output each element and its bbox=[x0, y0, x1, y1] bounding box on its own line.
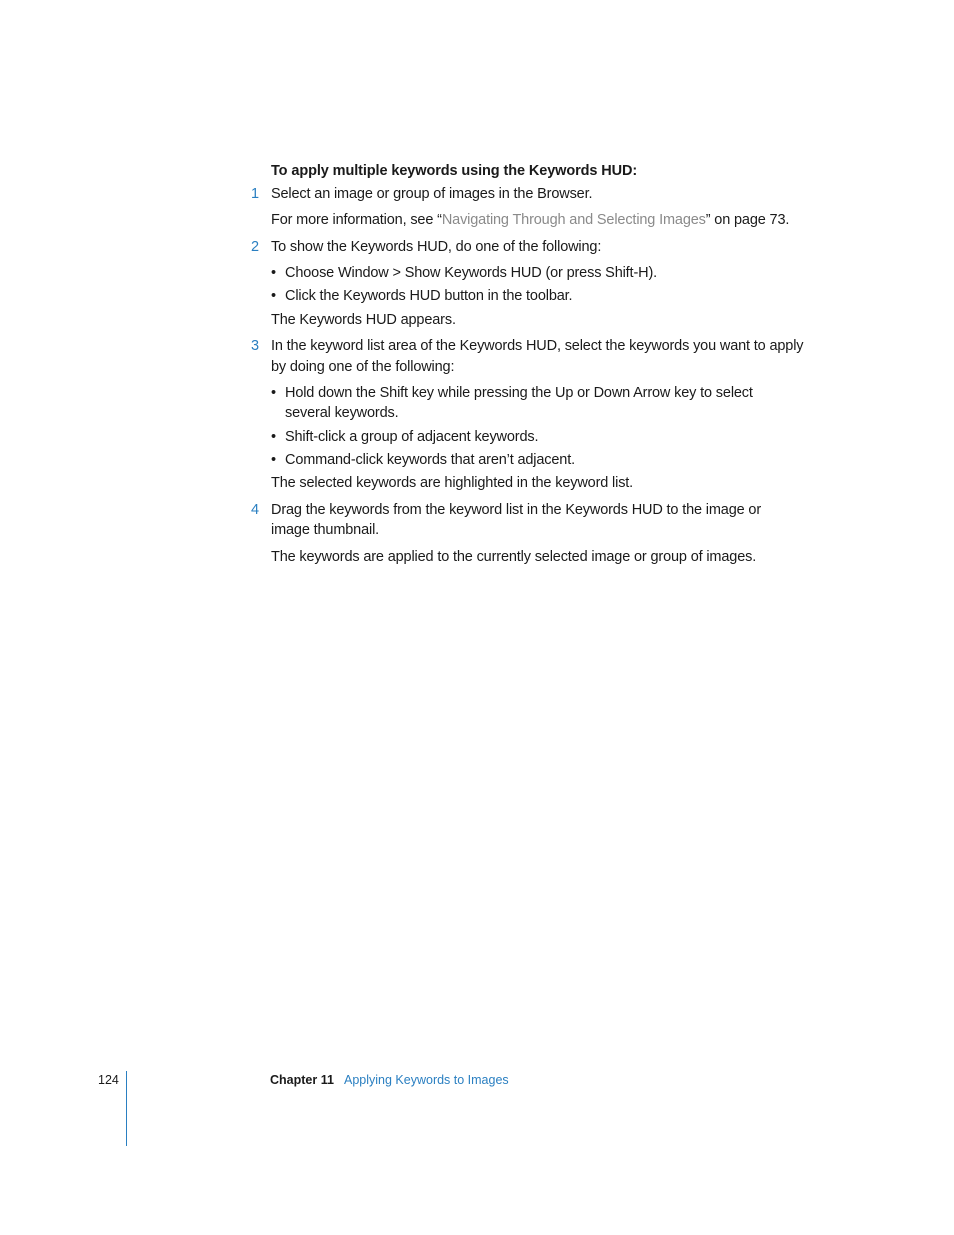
bullet-marker: • bbox=[271, 385, 277, 401]
step-4-text-line-1: Drag the keywords from the keyword list in the Keywords HUD to the image or bbox=[271, 502, 762, 518]
step-3-number: 3 bbox=[251, 338, 260, 354]
footer-divider bbox=[126, 1071, 127, 1146]
step-3-bullet-3: Command-click keywords that aren’t adjacent. bbox=[285, 452, 575, 468]
procedure-heading: To apply multiple keywords using the Keywords HUD: bbox=[271, 163, 638, 179]
step-1-note-suffix: ” on page 73. bbox=[705, 212, 790, 228]
step-2-result: The Keywords HUD appears. bbox=[271, 312, 456, 328]
step-1-number: 1 bbox=[251, 186, 260, 202]
cross-reference-link[interactable]: Navigating Through and Selecting Images bbox=[441, 212, 706, 228]
bullet-marker: • bbox=[271, 429, 277, 445]
step-1-note-prefix: For more information, see “ bbox=[271, 212, 442, 228]
step-3-bullet-2: Shift-click a group of adjacent keywords. bbox=[285, 429, 539, 445]
step-3-bullet-1-line-2: several keywords. bbox=[285, 405, 399, 421]
step-4-number: 4 bbox=[251, 502, 260, 518]
step-2-number: 2 bbox=[251, 239, 260, 255]
step-2-bullet-1: Choose Window > Show Keywords HUD (or press Shift-H). bbox=[285, 265, 657, 281]
footer-chapter-title: Applying Keywords to Images bbox=[344, 1073, 509, 1087]
step-4-text-line-2: image thumbnail. bbox=[271, 522, 380, 538]
step-1-text: Select an image or group of images in the Browser. bbox=[271, 186, 593, 202]
bullet-marker: • bbox=[271, 265, 277, 281]
step-3-text-line-1: In the keyword list area of the Keywords HUD, select the keywords you want to apply bbox=[271, 338, 804, 354]
bullet-marker: • bbox=[271, 288, 277, 304]
bullet-marker: • bbox=[271, 452, 277, 468]
step-2-bullet-2: Click the Keywords HUD button in the toolbar. bbox=[285, 288, 573, 304]
step-3-bullet-1-line-1: Hold down the Shift key while pressing the Up or Down Arrow key to select bbox=[285, 385, 753, 401]
step-3-text-line-2: by doing one of the following: bbox=[271, 359, 455, 375]
step-1-note bbox=[271, 210, 789, 230]
footer-chapter-label: Chapter 11 bbox=[270, 1073, 334, 1087]
step-3-result: The selected keywords are highlighted in the keyword list. bbox=[271, 475, 634, 491]
page-number: 124 bbox=[98, 1073, 119, 1087]
step-2-text: To show the Keywords HUD, do one of the following: bbox=[271, 239, 602, 255]
step-4-result: The keywords are applied to the currently selected image or group of images. bbox=[271, 549, 757, 565]
